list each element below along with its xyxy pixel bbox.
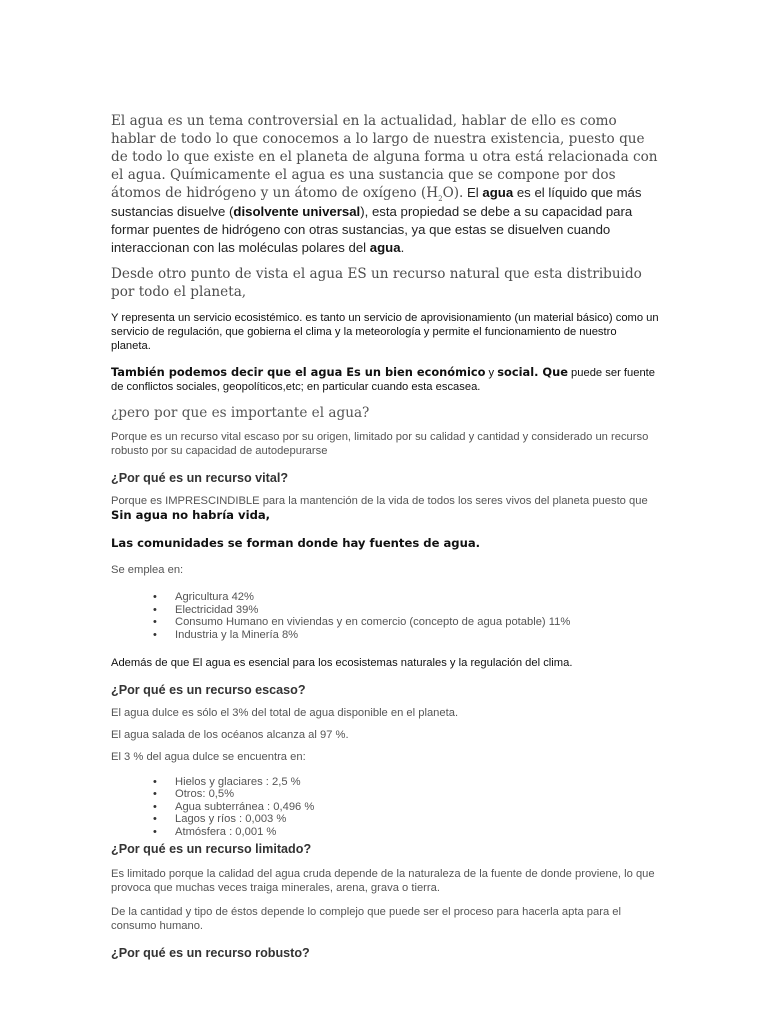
paragraph-fresh-distribution: El 3 % del agua dulce se encuentra en: bbox=[111, 750, 306, 763]
vital-bold: Sin agua no habría vida, bbox=[111, 508, 271, 523]
economic-text-1: y bbox=[485, 367, 498, 380]
list-item: • Agua subterránea : 0,496 % bbox=[175, 801, 659, 814]
list-item: • Industria y la Minería 8% bbox=[175, 629, 659, 642]
paragraph-quantity: De la cantidad y tipo de éstos depende lo complejo que puede ser el proceso para hacerla apta para el consumo humano. bbox=[111, 905, 621, 932]
intro-serif-end: O). bbox=[442, 185, 464, 201]
intro-paragraph bbox=[111, 112, 659, 257]
economic-bold-2: social. Que bbox=[497, 365, 568, 380]
paragraph-economic-good bbox=[111, 365, 659, 394]
economic-bold-1: También podemos decir que el agua Es un bien económico bbox=[111, 365, 486, 380]
list-item: • Lagos y ríos : 0,003 % bbox=[175, 813, 659, 826]
question-importance: ¿pero por que es importante el agua? bbox=[111, 405, 370, 422]
paragraph-vital bbox=[111, 494, 659, 523]
intro-bold-1: agua bbox=[482, 185, 514, 200]
list-item: • Atmósfera : 0,001 % bbox=[175, 826, 659, 839]
intro-text-3: ), esta propiedad se debe a su capacidad para formar puentes de hidrógeno con otras sustancias, ya que estas se disuelven cuando interaccionan con las moléculas polares del bbox=[111, 204, 633, 256]
intro-bold-2: disolvente universal bbox=[233, 204, 361, 220]
subscript-2: 2 bbox=[438, 195, 443, 204]
intro-bold-3: agua bbox=[369, 240, 401, 256]
usage-list bbox=[111, 591, 659, 641]
heading-limited: ¿Por qué es un recurso limitado? bbox=[111, 841, 312, 856]
heading-scarce: ¿Por qué es un recurso escaso? bbox=[111, 682, 306, 697]
paragraph-ecosystems: Además de que El agua es esencial para los ecosistemas naturales y la regulación del clima. bbox=[111, 656, 573, 669]
economic-text-2: puede ser fuente de conflictos sociales, geopolíticos,etc; en particular cuando esta escasea. bbox=[111, 367, 656, 394]
list-item: • Hielos y glaciares : 2,5 % bbox=[175, 776, 659, 789]
paragraph-limited: Es limitado porque la calidad del agua cruda depende de la naturaleza de la fuente de donde proviene, lo que provoca que muchas veces traiga minerales, arena, grava o tierra. bbox=[111, 867, 655, 894]
list-item: • Otros: 0,5% bbox=[175, 788, 659, 801]
paragraph-used-in: Se emplea en: bbox=[111, 564, 184, 577]
paragraph-communities: Las comunidades se forman donde hay fuentes de agua. bbox=[111, 536, 481, 551]
paragraph-because: Porque es un recurso vital escaso por su origen, limitado por su calidad y cantidad y considerado un recurso robusto por su capacidad de autodepurarse bbox=[111, 431, 649, 458]
document-body bbox=[111, 112, 659, 961]
intro-text-4: . bbox=[400, 240, 405, 256]
intro-serif-text: El agua es un tema controversial en la actualidad, hablar de ello es como hablar de todo lo que conocemos a lo largo de nuestra existencia, puesto que de todo lo que existe en el planeta de alguna forma u otra está relacionada con el agua. Químicamente el agua es una sustancia que se compone por dos átomos de hidrógeno y un átomo de oxígeno (H bbox=[111, 113, 658, 201]
list-item: • Electricidad 39% bbox=[175, 604, 659, 617]
vital-text: Porque es IMPRESCINDIBLE para la mantención de la vida de todos los seres vivos del planeta puesto que bbox=[111, 495, 648, 508]
intro-text-1: El bbox=[463, 185, 483, 200]
heading-vital: ¿Por qué es un recurso vital? bbox=[111, 471, 289, 486]
list-item: • Agricultura 42% bbox=[175, 591, 659, 604]
paragraph-fresh-water: El agua dulce es sólo el 3% del total de agua disponible en el planeta. bbox=[111, 706, 459, 719]
paragraph-ecosystem-service: Y representa un servicio ecosistémico. es tanto un servicio de aprovisionamiento (un material básico) como un servicio de regulación, que gobierna el clima y la meteorología y permite el funcionamiento de nuestro planeta. bbox=[111, 312, 659, 353]
heading-robust: ¿Por qué es un recurso robusto? bbox=[111, 945, 310, 960]
list-item: • Consumo Humano en viviendas y en comercio (concepto de agua potable) 11% bbox=[175, 616, 659, 629]
paragraph-natural-resource: Desde otro punto de vista el agua ES un recurso natural que esta distribuido por todo el planeta, bbox=[111, 266, 642, 301]
distribution-list bbox=[111, 776, 659, 839]
intro-text-2: es el líquido que más sustancias disuelve ( bbox=[111, 185, 642, 220]
paragraph-salt-water: El agua salada de los océanos alcanza al 97 %. bbox=[111, 728, 349, 741]
